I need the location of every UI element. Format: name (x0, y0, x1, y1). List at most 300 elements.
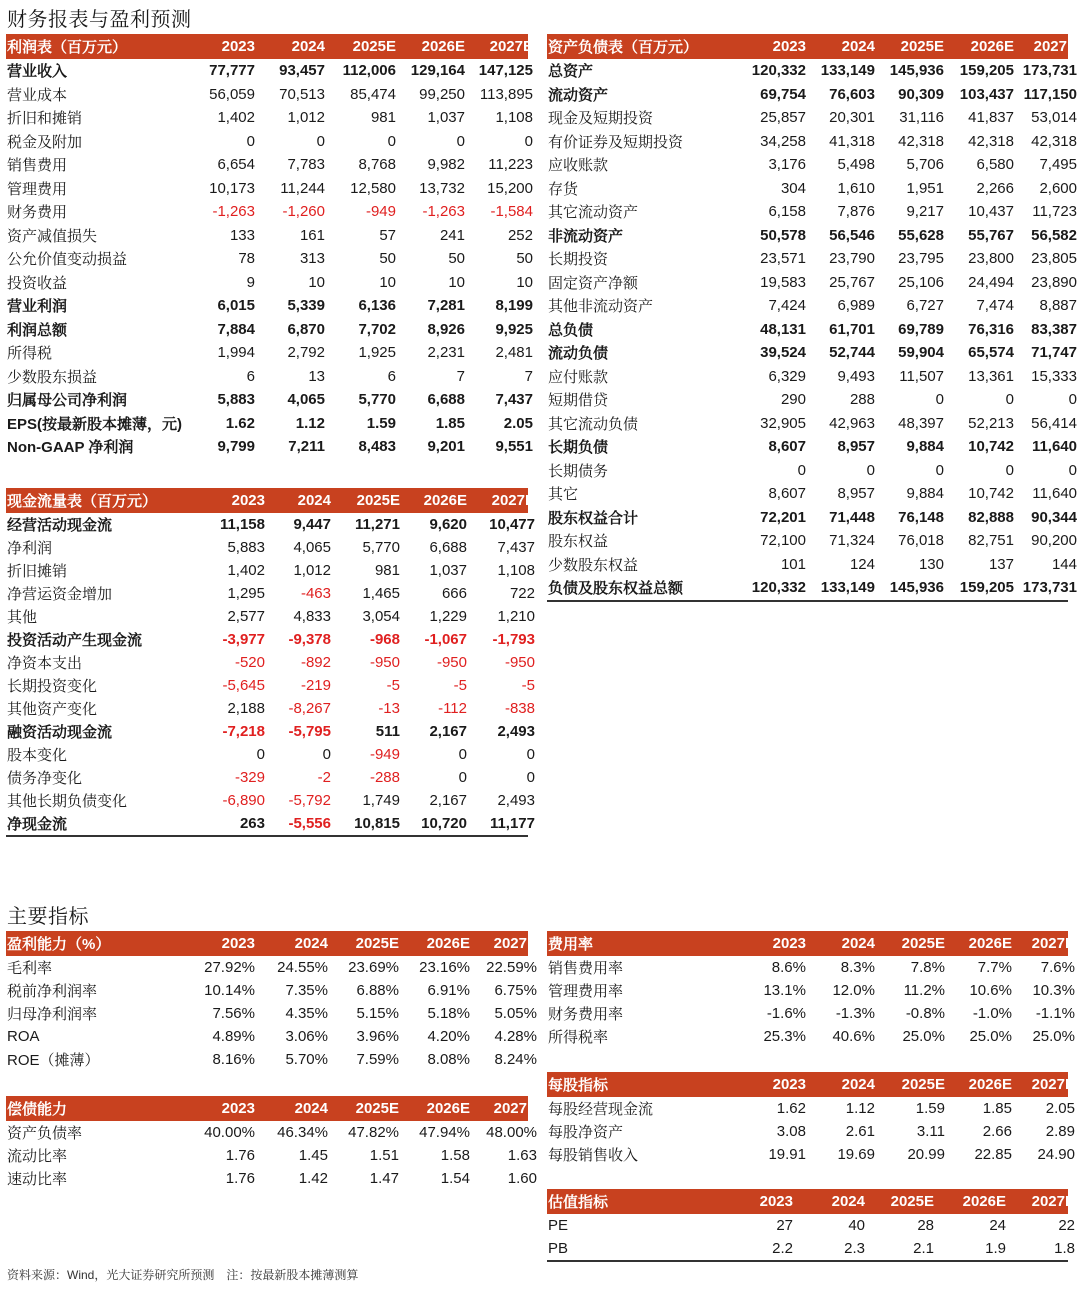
row-label: 净利润 (7, 540, 53, 557)
row-value: 0 (524, 132, 533, 150)
row-value: 6.91% (427, 982, 470, 999)
table-row (547, 247, 1077, 271)
table-row (6, 341, 533, 365)
row-value: 0 (387, 132, 396, 150)
row-value: 69,754 (760, 85, 806, 103)
row-value: -5 (453, 677, 467, 694)
row-value: 8,957 (837, 438, 875, 456)
year-header: 2025E (355, 935, 399, 952)
row-value: 8,887 (1039, 297, 1077, 315)
row-value: 2,231 (427, 344, 465, 362)
valuation-table (547, 1189, 1075, 1262)
row-value: 290 (780, 391, 806, 409)
row-value: 13,732 (419, 179, 465, 197)
row-value: 1,402 (227, 562, 265, 579)
row-value: 1,108 (495, 109, 533, 127)
row-value: 41,318 (829, 132, 875, 150)
row-value: 9,884 (906, 438, 944, 456)
table-row (547, 482, 1077, 506)
row-value: 9,447 (293, 516, 331, 533)
table-header (547, 1189, 1075, 1214)
row-value: -112 (438, 700, 467, 717)
row-value: 40.00% (204, 1124, 255, 1141)
row-value: 11,271 (354, 516, 400, 533)
row-value: -1,263 (212, 203, 255, 221)
row-value: 7 (456, 367, 465, 385)
row-value: 7,884 (217, 320, 255, 338)
row-value: 27 (776, 1217, 793, 1234)
row-label: PB (548, 1240, 569, 1257)
row-label: 净现金流 (7, 816, 68, 833)
row-value: 130 (918, 555, 944, 573)
row-value: 4,833 (293, 608, 331, 625)
row-value: -2 (317, 769, 331, 786)
row-value: 124 (849, 555, 875, 573)
row-value: 10 (308, 273, 325, 291)
row-value: 12.0% (832, 982, 875, 999)
table-row (547, 59, 1077, 83)
row-value: 6,688 (429, 539, 467, 556)
row-value: 24.90 (1037, 1146, 1075, 1163)
row-label: 负债及股东权益总额 (548, 580, 684, 598)
row-value: 22.85 (974, 1146, 1012, 1163)
row-value: 6,727 (906, 297, 944, 315)
row-value: 173,731 (1022, 579, 1077, 597)
row-value: 101 (780, 555, 806, 573)
row-value: 25.3% (763, 1028, 806, 1045)
year-header: 2023 (221, 935, 255, 952)
row-value: 8.08% (427, 1051, 470, 1068)
row-value: 10 (516, 273, 533, 291)
row-value: 10,173 (209, 179, 255, 197)
row-value: 137 (988, 555, 1014, 573)
row-value: 10 (379, 273, 396, 291)
row-label: 其它流动资产 (548, 204, 639, 222)
row-value: 23,800 (968, 250, 1014, 268)
row-value: 23,790 (829, 250, 875, 268)
table-row (547, 177, 1077, 201)
row-value: 0 (322, 746, 331, 763)
row-value: 6,580 (976, 156, 1014, 174)
year-header: 2025E (900, 38, 944, 55)
row-value: 9,493 (837, 367, 875, 385)
row-value: 8,768 (358, 156, 396, 174)
row-value: 1,108 (497, 562, 535, 579)
row-value: 23,795 (898, 250, 944, 268)
row-value: 50 (379, 250, 396, 268)
row-value: 1,037 (429, 562, 467, 579)
year-header: 2027E (489, 38, 533, 55)
row-value: 2,167 (429, 792, 467, 809)
row-value: 1,951 (906, 179, 944, 197)
row-label: 折旧和摊销 (7, 110, 83, 128)
table-row (547, 1120, 1075, 1143)
table-row (6, 177, 533, 201)
row-value: 5,883 (217, 391, 255, 409)
row-value: 7.56% (212, 1005, 255, 1022)
row-value: 173,731 (1022, 62, 1077, 80)
row-label: 财务费用率 (548, 1006, 624, 1023)
row-value: 1,037 (427, 109, 465, 127)
row-value: 145,936 (889, 579, 944, 597)
row-label: 非流动资产 (548, 227, 624, 245)
year-header: 2023 (231, 492, 265, 509)
table-row (547, 553, 1077, 577)
row-value: 23.69% (348, 959, 399, 976)
year-header: 2024 (841, 1076, 875, 1093)
row-value: 71,747 (1031, 344, 1077, 362)
row-value: 5,498 (837, 156, 875, 174)
row-value: 11,723 (1032, 203, 1077, 221)
table-row (6, 1167, 537, 1190)
row-value: 56,059 (209, 85, 255, 103)
year-header: 2026E (426, 1100, 470, 1117)
row-value: 1.12 (295, 414, 325, 432)
row-label: 每股净资产 (548, 1124, 624, 1141)
table-row (6, 536, 535, 559)
year-header: 2025E (901, 1076, 945, 1093)
row-value: 23,805 (1031, 250, 1077, 268)
row-value: 6,870 (287, 320, 325, 338)
row-value: 1.58 (440, 1147, 470, 1164)
row-value: 4.20% (427, 1028, 470, 1045)
row-value: 59,904 (898, 344, 944, 362)
row-value: 7,424 (768, 297, 806, 315)
row-label: 税前净利润率 (7, 983, 98, 1000)
table-row (547, 1143, 1075, 1166)
table-row (6, 720, 535, 743)
year-header: 2027E (1031, 1193, 1075, 1210)
row-value: 23.16% (419, 959, 470, 976)
row-label: 销售费用 (7, 157, 68, 175)
row-value: 9,201 (427, 438, 465, 456)
row-value: 1.59 (915, 1100, 945, 1117)
row-value: 1.51 (369, 1147, 399, 1164)
row-value: 2,188 (227, 700, 265, 717)
row-value: 2,577 (227, 608, 265, 625)
row-value: 11.2% (903, 982, 945, 999)
row-value: 13.1% (763, 982, 806, 999)
row-value: 7,876 (837, 203, 875, 221)
table-row (547, 435, 1077, 459)
row-value: 6,158 (768, 203, 806, 221)
table-row (6, 318, 533, 342)
row-value: 722 (509, 585, 535, 602)
row-value: 52,744 (829, 344, 875, 362)
year-header: 2026E (968, 1076, 1012, 1093)
row-value: 99,250 (419, 85, 465, 103)
row-value: 4.35% (285, 1005, 328, 1022)
row-value: 1.76 (225, 1170, 255, 1187)
table-row (6, 513, 535, 536)
row-label: 流动资产 (548, 86, 609, 104)
indicators-section-title: 主要指标 (7, 906, 89, 928)
row-value: 6,688 (427, 391, 465, 409)
row-value: 3,054 (362, 608, 400, 625)
year-header: 2024 (297, 492, 331, 509)
row-value: 42,318 (898, 132, 944, 150)
row-label: 其他非流动资产 (548, 298, 654, 316)
row-value: 93,457 (279, 62, 325, 80)
row-value: 10,477 (489, 516, 535, 533)
row-value: 40 (848, 1217, 865, 1234)
row-value: 23,890 (1031, 273, 1077, 291)
row-value: 304 (780, 179, 806, 197)
row-label: 投资活动产生现金流 (7, 632, 143, 649)
table-row (6, 559, 535, 582)
row-value: 76,316 (968, 320, 1014, 338)
table-row (6, 59, 533, 83)
table-header (547, 931, 1075, 956)
row-value: 11,640 (1032, 485, 1077, 503)
row-value: 11,223 (488, 156, 533, 174)
row-value: 11,507 (899, 367, 944, 385)
row-value: 263 (239, 815, 265, 832)
table-row (547, 318, 1077, 342)
row-value: -0.8% (905, 1005, 945, 1022)
row-label: 短期借贷 (548, 392, 609, 410)
row-value: 47.94% (419, 1124, 470, 1141)
table-header (6, 34, 533, 59)
row-value: -950 (436, 654, 467, 671)
row-value: 6 (387, 367, 396, 385)
row-value: 8,607 (768, 485, 806, 503)
year-header: 2025E (356, 492, 400, 509)
row-value: 8,199 (495, 297, 533, 315)
row-value: 53,014 (1031, 109, 1077, 127)
row-value: -1.6% (766, 1005, 806, 1022)
row-value: 1,749 (362, 792, 400, 809)
table-row (6, 153, 533, 177)
table-row (6, 766, 535, 789)
row-value: 50 (516, 250, 533, 268)
row-value: 6,015 (217, 297, 255, 315)
row-value: 8,957 (837, 485, 875, 503)
row-label: 营业收入 (7, 63, 68, 81)
row-value: 0 (1068, 461, 1077, 479)
row-value: 1.85 (435, 414, 465, 432)
row-label: 股东权益 (548, 533, 609, 551)
row-value: 9,217 (906, 203, 944, 221)
row-value: 133 (229, 226, 255, 244)
row-value: -1.3% (835, 1005, 875, 1022)
table-row (547, 979, 1075, 1002)
row-value: 7.59% (356, 1051, 399, 1068)
row-value: 25.0% (902, 1028, 945, 1045)
row-value: 103,437 (959, 85, 1014, 103)
row-value: 0 (316, 132, 325, 150)
source-note: 资料来源：Wind，光大证券研究所预测 注：按最新股本摊薄测算 (7, 1268, 359, 1282)
table-header (6, 1096, 537, 1121)
table-row (6, 743, 535, 766)
row-label: 归母净利润率 (7, 1006, 98, 1023)
table-row (6, 271, 533, 295)
table-row (547, 83, 1077, 107)
row-value: 129,164 (410, 62, 465, 80)
table-row (6, 979, 537, 1002)
row-value: 1,610 (837, 179, 875, 197)
year-header: 2027E (491, 492, 535, 509)
row-value: 8.16% (212, 1051, 255, 1068)
row-value: 6,654 (217, 156, 255, 174)
row-value: 7,211 (288, 438, 325, 456)
row-value: -5,795 (288, 723, 331, 740)
row-value: -1.1% (1035, 1005, 1075, 1022)
row-label: 营业成本 (7, 86, 68, 104)
row-value: 6,329 (768, 367, 806, 385)
table-title: 每股指标 (548, 1077, 609, 1094)
row-value: 90,344 (1031, 508, 1077, 526)
year-header: 2026E (426, 935, 470, 952)
row-value: 1.62 (225, 414, 255, 432)
row-value: 7.8% (910, 959, 945, 976)
year-header: 2024 (294, 935, 328, 952)
row-value: -9,378 (288, 631, 331, 648)
table-row (6, 106, 533, 130)
table-row (547, 1097, 1075, 1120)
row-value: 10,720 (421, 815, 467, 832)
row-value: 0 (256, 746, 265, 763)
year-header: 2027E (1031, 1076, 1075, 1093)
row-value: -1,260 (282, 203, 325, 221)
row-value: 48,397 (898, 414, 944, 432)
row-value: 39,524 (760, 344, 806, 362)
row-value: -8,267 (288, 700, 331, 717)
row-value: -892 (300, 654, 331, 671)
table-row (6, 651, 535, 674)
row-value: -329 (234, 769, 265, 786)
row-value: 24.55% (277, 959, 328, 976)
row-value: 19.91 (768, 1146, 806, 1163)
row-label: 利润总额 (7, 321, 68, 339)
row-value: 2.89 (1045, 1123, 1075, 1140)
table-row (6, 200, 533, 224)
row-value: 159,205 (959, 62, 1014, 80)
row-value: 10,742 (968, 485, 1014, 503)
row-value: 144 (1051, 555, 1077, 573)
row-value: 9,620 (429, 516, 467, 533)
table-header (547, 1072, 1075, 1097)
table-row (6, 1121, 537, 1144)
row-value: 1,012 (287, 109, 325, 127)
table-row (6, 435, 533, 459)
row-value: 4.28% (494, 1028, 537, 1045)
row-value: 27.92% (204, 959, 255, 976)
row-value: 7,783 (287, 156, 325, 174)
year-header: 2024 (294, 1100, 328, 1117)
row-value: 5.18% (427, 1005, 470, 1022)
row-value: 4,065 (293, 539, 331, 556)
row-value: 20.99 (907, 1146, 945, 1163)
table-row (547, 271, 1077, 295)
table-row (6, 130, 533, 154)
row-value: 28 (917, 1217, 934, 1234)
row-value: -1,067 (424, 631, 467, 648)
row-value: 85,474 (350, 85, 396, 103)
table-row (547, 1025, 1075, 1048)
row-value: 252 (507, 226, 533, 244)
year-header: 2024 (841, 935, 875, 952)
row-value: 3.11 (916, 1123, 945, 1140)
year-header: 2023 (772, 38, 806, 55)
row-value: 72,201 (760, 508, 806, 526)
row-value: 241 (439, 226, 465, 244)
row-value: 48.00% (486, 1124, 537, 1141)
table-row (547, 1002, 1075, 1025)
table-header (547, 34, 1077, 59)
row-label: 折旧摊销 (7, 563, 68, 580)
row-label: 净营运资金增加 (7, 586, 113, 603)
row-value: 7.35% (285, 982, 328, 999)
row-value: 2.1 (913, 1240, 934, 1257)
financial-section-title: 财务报表与盈利预测 (7, 9, 192, 31)
row-label: 公允价值变动损益 (7, 251, 128, 269)
row-value: 3.96% (356, 1028, 399, 1045)
table-row (547, 576, 1077, 602)
row-label: 其它流动负债 (548, 415, 639, 433)
row-value: 76,148 (898, 508, 944, 526)
row-value: 25.0% (969, 1028, 1012, 1045)
row-label: 每股销售收入 (548, 1147, 639, 1164)
row-value: -5 (386, 677, 400, 694)
row-value: -520 (234, 654, 265, 671)
row-value: 8,483 (358, 438, 396, 456)
row-label: 长期负债 (548, 439, 609, 457)
year-header: 2026E (970, 38, 1014, 55)
row-value: 19.69 (837, 1146, 875, 1163)
table-row (6, 582, 535, 605)
row-label: 应收账款 (548, 157, 609, 175)
table-title: 偿债能力 (7, 1101, 68, 1118)
row-label: 所得税 (7, 345, 53, 363)
row-value: 7,702 (358, 320, 396, 338)
row-value: 22 (1058, 1217, 1075, 1234)
year-header: 2025E (352, 38, 396, 55)
row-label: 其他长期负债变化 (7, 793, 128, 810)
row-value: 5.05% (494, 1005, 537, 1022)
row-value: 981 (374, 562, 400, 579)
table-row (6, 697, 535, 720)
row-value: 7,281 (427, 297, 465, 315)
row-value: 77,777 (209, 62, 255, 80)
row-value: 0 (526, 746, 535, 763)
row-value: 7 (524, 367, 533, 385)
row-value: 56,546 (829, 226, 875, 244)
table-row (6, 628, 535, 651)
row-value: 25,857 (760, 109, 806, 127)
row-value: 113,895 (479, 85, 533, 103)
row-value: 24,494 (968, 273, 1014, 291)
row-value: 5.70% (285, 1051, 328, 1068)
table-row (547, 294, 1077, 318)
row-value: 4,065 (287, 391, 325, 409)
row-value: 0 (456, 132, 465, 150)
row-value: 9,982 (427, 156, 465, 174)
table-row (547, 130, 1077, 154)
row-value: 82,888 (968, 508, 1014, 526)
table-row (6, 365, 533, 389)
row-value: 42,963 (829, 414, 875, 432)
row-value: 1.47 (369, 1170, 399, 1187)
row-value: 55,767 (968, 226, 1014, 244)
row-label: Non-GAAP 净利润 (7, 439, 134, 457)
table-row (6, 674, 535, 697)
year-header: 2025E (890, 1193, 934, 1210)
table-row (547, 365, 1077, 389)
row-value: -13 (378, 700, 400, 717)
year-header: 2027E (1031, 935, 1075, 952)
row-value: 1.59 (366, 414, 396, 432)
